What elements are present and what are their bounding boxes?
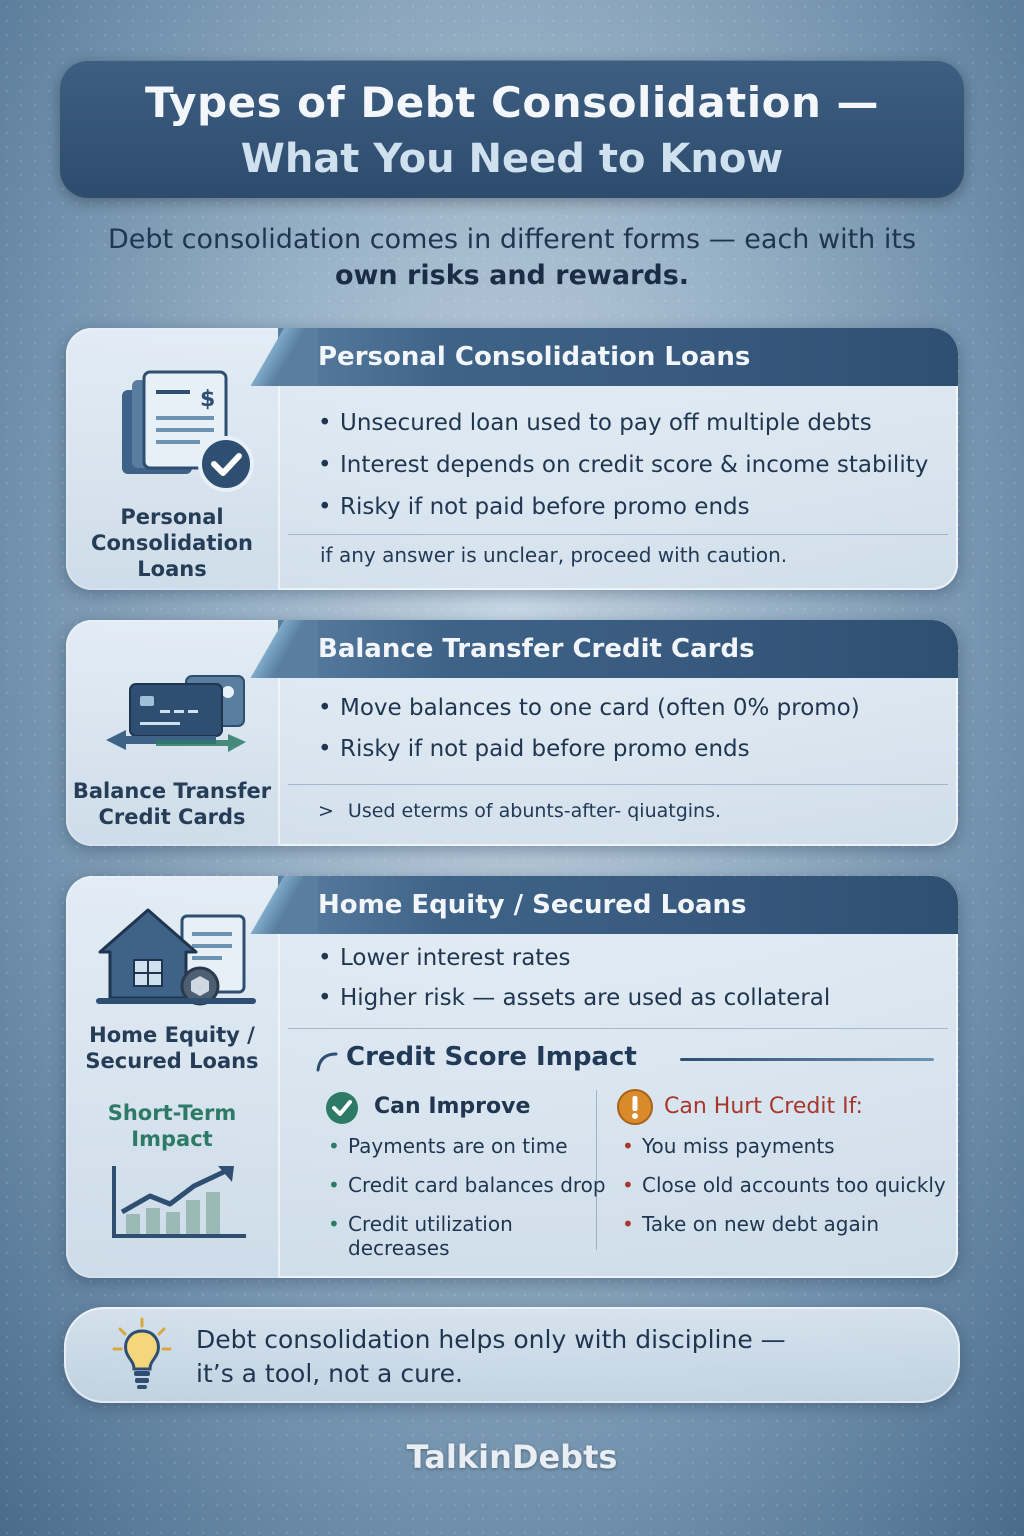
- short-term-impact-label: Short-Term Impact: [107, 1101, 237, 1151]
- list-item: • Higher risk — assets are used as collateral: [316, 978, 938, 1018]
- title-rule: [680, 1058, 934, 1061]
- divider: [288, 784, 948, 785]
- page-title: Types of Debt Consolidation —: [144, 78, 880, 127]
- tip-text: [196, 1323, 786, 1391]
- rising-chart-icon: [110, 1162, 250, 1242]
- bracket-accent-icon: [314, 1050, 340, 1072]
- lightbulb-icon: [112, 1317, 172, 1393]
- card-left-panel: [66, 876, 280, 1278]
- list-item: • Risky if not paid before promo ends: [316, 486, 938, 528]
- credit-impact-title: Credit Score Impact: [346, 1042, 637, 1072]
- list-item: • Credit utilization decreases: [328, 1212, 548, 1260]
- divider: [288, 1028, 948, 1029]
- card-left-label: Home Equity / Secured Loans: [85, 1023, 259, 1073]
- list-item: • Take on new debt again: [622, 1212, 952, 1236]
- card-left-label: Personal Consolidation Loans: [91, 505, 253, 581]
- list-item: • Payments are on time: [328, 1134, 618, 1158]
- bullet-list: [316, 938, 938, 1018]
- list-item: • Move balances to one card (often 0% promo): [316, 688, 938, 729]
- hurt-list: [622, 1134, 952, 1236]
- intro-plain: Debt consolidation comes in different forms — each with its: [107, 224, 917, 255]
- card-home-equity: [66, 876, 958, 1278]
- bullet-list: [316, 402, 938, 528]
- tip-line-2: it’s a tool, not a cure.: [196, 1359, 463, 1388]
- list-item: • Interest depends on credit score & income stability: [316, 444, 938, 486]
- card-title: Balance Transfer Credit Cards: [278, 620, 958, 678]
- tip-line-1: Debt consolidation helps only with discipline —: [196, 1325, 786, 1354]
- note-text: Used eterms of abunts-after- qiuatgins.: [347, 800, 722, 822]
- loan-document-check-icon: [118, 370, 258, 500]
- title-banner: [60, 60, 964, 198]
- bullet-list: [316, 688, 938, 770]
- card-note: [318, 800, 721, 822]
- divider: [288, 534, 948, 535]
- column-divider: [596, 1090, 597, 1250]
- card-balance-transfer: [66, 620, 958, 846]
- list-item: • Unsecured loan used to pay off multiple debts: [316, 402, 938, 444]
- list-item: • Credit card balances drop: [328, 1173, 618, 1197]
- list-item: • Close old accounts too quickly: [622, 1173, 952, 1197]
- list-item: • Risky if not paid before promo ends: [316, 729, 938, 770]
- check-circle-icon: [324, 1090, 360, 1126]
- credit-card-transfer-icon: [96, 670, 256, 760]
- list-item: • You miss payments: [622, 1134, 952, 1158]
- house-document-icon: [96, 902, 256, 1012]
- can-improve-heading: Can Improve: [374, 1094, 531, 1119]
- card-personal-loans: [66, 328, 958, 590]
- card-title: Home Equity / Secured Loans: [278, 876, 958, 934]
- intro-text: [80, 222, 944, 294]
- svg-text:$: $: [200, 387, 216, 412]
- can-hurt-heading: Can Hurt Credit If:: [664, 1094, 863, 1119]
- intro-bold: own risks and rewards.: [334, 260, 690, 291]
- warning-icon: [616, 1088, 654, 1126]
- card-note: if any answer is unclear, proceed with caution.: [320, 543, 788, 567]
- improve-list: [328, 1134, 618, 1260]
- list-item: • Lower interest rates: [316, 938, 938, 978]
- card-title: Personal Consolidation Loans: [278, 328, 958, 386]
- brand-footer: TalkinDebts: [406, 1438, 618, 1476]
- tip-banner: [64, 1307, 960, 1403]
- note-marker: >: [318, 800, 334, 822]
- page-subtitle: What You Need to Know: [240, 136, 784, 182]
- card-left-label: Balance Transfer Credit Cards: [72, 779, 272, 829]
